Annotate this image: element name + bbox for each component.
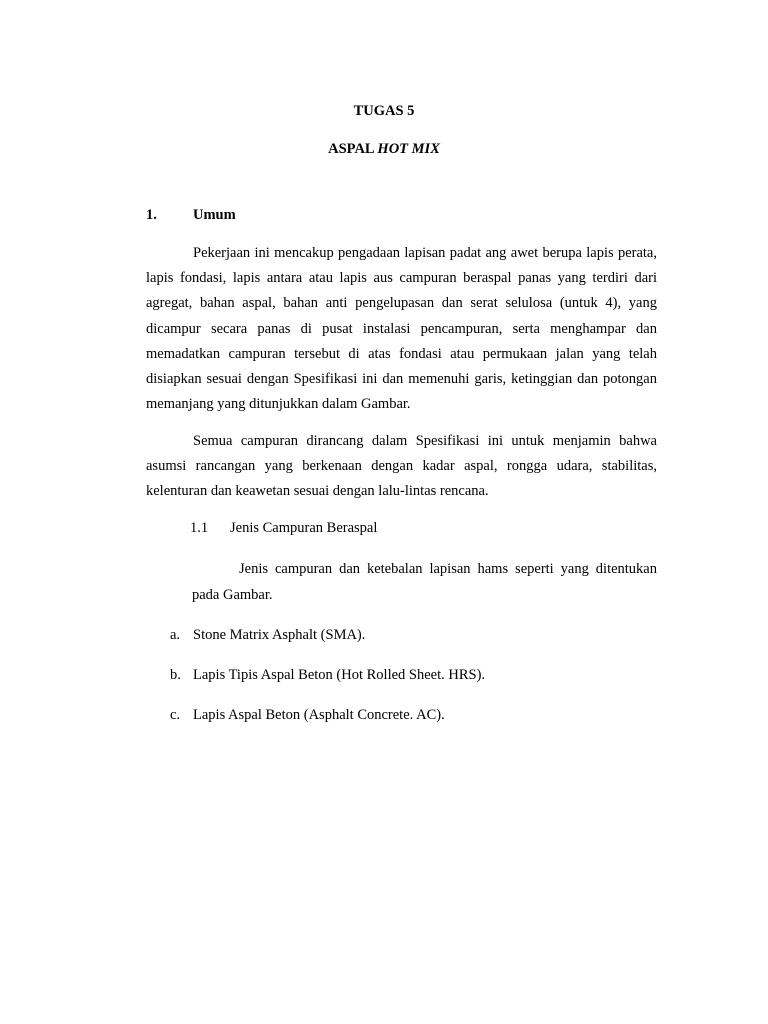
- section-heading: [146, 207, 236, 224]
- subsection-title: Jenis Campuran Beraspal: [230, 520, 378, 536]
- document-subtitle: [0, 141, 768, 158]
- subsection-paragraph: Jenis campuran dan ketebalan lapisan hams seperti yang ditentukan pada Gambar.: [192, 561, 657, 603]
- list-item-text: Lapis Tipis Aspal Beton (Hot Rolled Sheet. HRS).: [193, 667, 486, 683]
- paragraph-design: Semua campuran dirancang dalam Spesifikasi ini untuk menjamin bahwa asumsi rancangan yang berkenaan dengan kadar aspal, rongga udara, stabilitas, kelenturan dan keawetan sesuai dengan lalu-lintas rencana.: [146, 433, 657, 500]
- list-item-text: Stone Matrix Asphalt (SMA).: [193, 627, 366, 643]
- paragraph-scope: Pekerjaan ini mencakup pengadaan lapisan padat ang awet berupa lapis perata, lapis fondasi, lapis antara atau lapis aus campuran beraspal panas yang terdiri dari agregat, bahan aspal, bahan anti pengelupasan dan serat selulosa (untuk 4), yang dicampur secara panas di pusat instalasi pencampuran, serta menghampar dan memadatkan campuran tersebut di atas fondasi atau permukaan jalan yang telah disiapkan sesuai dengan Spesifikasi ini dan memenuhi garis, ketinggian dan potongan memanjang yang ditunjukkan dalam Gambar.: [146, 245, 657, 413]
- subsection-number: 1.1: [190, 520, 209, 536]
- section-number: 1.: [146, 207, 157, 223]
- list-item: [170, 707, 445, 724]
- section-title: Umum: [193, 207, 236, 223]
- list-marker: c.: [170, 707, 181, 723]
- list-item: [170, 667, 485, 684]
- list-item-text: Lapis Aspal Beton (Asphalt Concrete. AC).: [193, 707, 445, 723]
- subtitle-plain: ASPAL: [328, 141, 378, 157]
- list-marker: a.: [170, 627, 181, 643]
- subsection-heading: [190, 520, 377, 537]
- document-title: TUGAS 5: [353, 103, 415, 119]
- subtitle-italic: HOT MIX: [377, 141, 440, 157]
- list-item: [170, 627, 365, 644]
- list-marker: b.: [170, 667, 181, 683]
